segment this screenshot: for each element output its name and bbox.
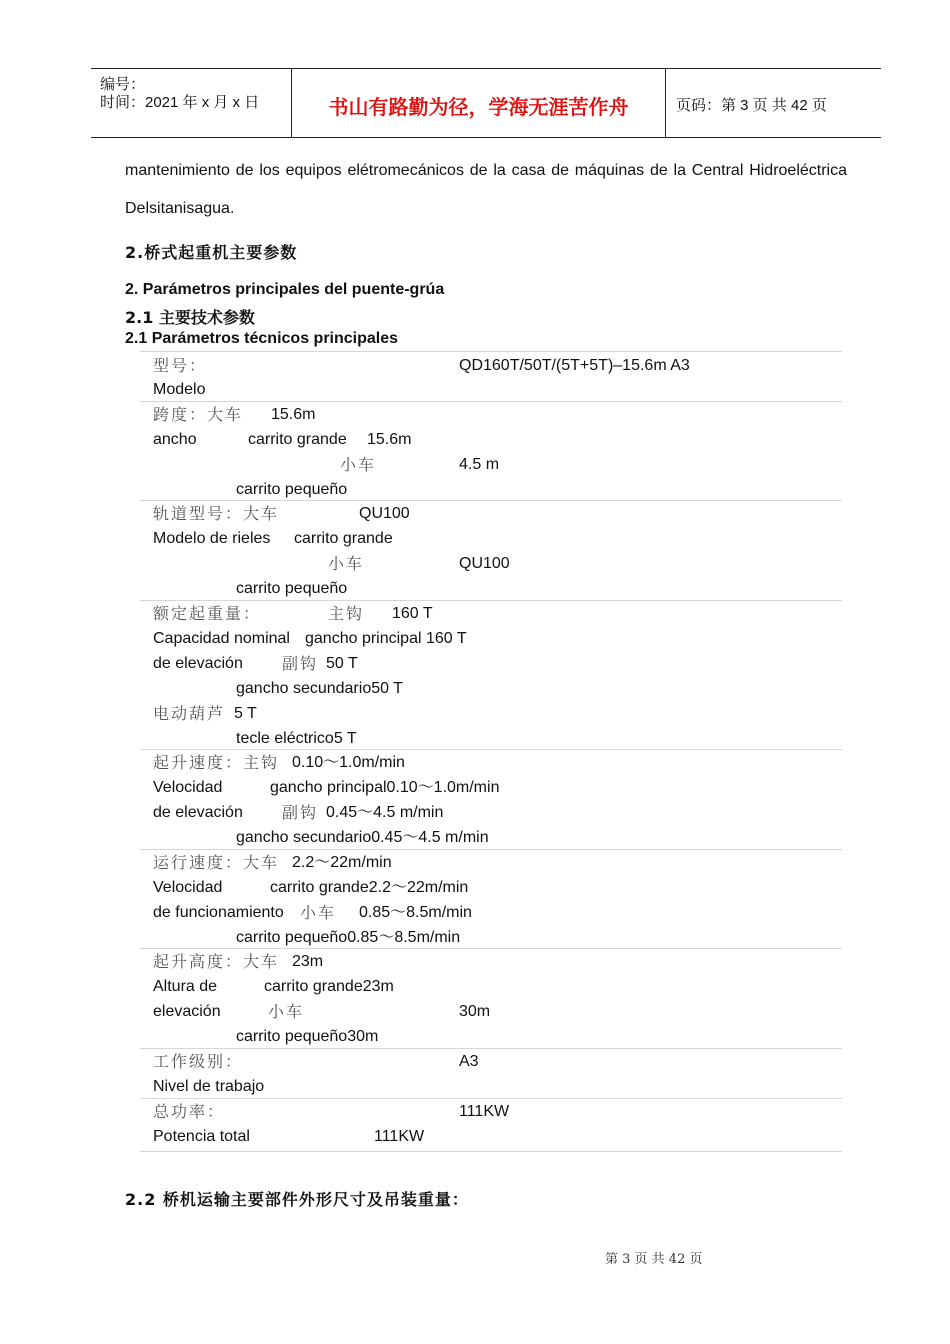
span-es-value: 15.6m	[367, 431, 412, 448]
capacity-es-main: gancho principal 160 T	[305, 630, 467, 647]
param-row-rail	[140, 500, 842, 601]
lift-speed-es-label-2: de elevación	[153, 804, 243, 821]
lift-height-cn-label: 起升高度：大车	[153, 952, 280, 971]
span-value-small: 4.5 m	[459, 456, 500, 473]
span-es-big: carrito grande	[248, 431, 347, 448]
power-es-label: Potencia total	[153, 1128, 250, 1145]
header-number-label: 编号：	[100, 76, 146, 93]
capacity-value-hoist: 5 T	[234, 705, 257, 722]
lift-speed-cn-label: 起升速度：主钩	[153, 753, 280, 772]
header-page-cell	[666, 69, 881, 137]
travel-speed-es-big: carrito grande2.2～22m/min	[270, 879, 469, 896]
power-value: 111KW	[459, 1103, 510, 1120]
page-header	[91, 68, 881, 138]
power-cn-label: 总功率：	[153, 1102, 226, 1121]
param-row-lift-speed	[140, 749, 842, 850]
span-es-label: ancho	[153, 431, 197, 448]
rail-es-small: carrito pequeño	[236, 580, 348, 597]
lift-height-cn-small: 小车	[268, 1002, 305, 1021]
page-footer: 第 3 页 共 42 页	[605, 1252, 703, 1267]
parameter-table	[140, 351, 842, 1151]
lift-speed-value-main: 0.10～1.0m/min	[292, 754, 405, 771]
span-value-big: 15.6m	[271, 406, 316, 423]
travel-speed-es-label-2: de funcionamiento	[153, 904, 284, 921]
travel-speed-es-label-1: Velocidad	[153, 879, 223, 896]
intro-line-2: Delsitanisagua.	[125, 200, 235, 217]
param-row-lift-height	[140, 948, 842, 1049]
travel-speed-cn-small: 小车	[300, 903, 337, 922]
heading-2-1-cn: 2.1 主要技术参数	[125, 308, 255, 327]
rail-cn-small: 小车	[328, 554, 365, 573]
header-motto: 书山有路勤为径，学海无涯苦作舟	[328, 95, 629, 119]
capacity-es-label-1: Capacidad nominal	[153, 630, 290, 647]
param-row-model	[140, 351, 842, 402]
rail-cn-label: 轨道型号：大车	[153, 504, 280, 523]
travel-speed-es-small: carrito pequeño0.85～8.5m/min	[236, 929, 461, 946]
capacity-es-aux: gancho secundario50 T	[236, 680, 403, 697]
model-value: QD160T/50T/(5T+5T)–15.6m A3	[459, 357, 690, 374]
travel-speed-cn-label: 运行速度：大车	[153, 853, 280, 872]
lift-height-es-big: carrito grande23m	[264, 978, 394, 995]
capacity-es-label-2: de elevación	[153, 655, 243, 672]
span-es-small: carrito pequeño	[236, 481, 348, 498]
travel-speed-value-big: 2.2～22m/min	[292, 854, 392, 871]
capacity-es-hoist: tecle eléctrico5 T	[236, 730, 357, 747]
heading-2-1-es: 2.1 Parámetros técnicos principales	[125, 330, 399, 347]
rail-value-big: QU100	[359, 505, 410, 522]
intro-line-1: mantenimiento de los equipos elétromecánicos de la casa de máquinas de la Central Hidroeléctrica	[125, 162, 847, 179]
travel-speed-value-small: 0.85～8.5m/min	[359, 904, 472, 921]
work-class-es-label: Nivel de trabajo	[153, 1078, 265, 1095]
capacity-value-main: 160 T	[392, 605, 433, 622]
param-row-span	[140, 401, 842, 501]
lift-height-es-label-2: elevación	[153, 1003, 221, 1020]
model-es-label: Modelo	[153, 381, 206, 398]
lift-speed-value-aux: 0.45～4.5 m/min	[326, 804, 444, 821]
param-row-capacity	[140, 600, 842, 750]
header-page-label: 页码：第 3 页 共 42 页	[676, 97, 827, 114]
param-row-work-class	[140, 1048, 842, 1099]
power-es-value: 111KW	[374, 1128, 425, 1145]
work-class-cn-label: 工作级别：	[153, 1052, 244, 1071]
span-cn-label: 跨度：大车	[153, 405, 244, 424]
capacity-value-aux: 50 T	[326, 655, 358, 672]
rail-value-small: QU100	[459, 555, 510, 572]
model-cn-label: 型号：	[153, 356, 208, 375]
param-row-travel-speed	[140, 849, 842, 949]
heading-2-2-cn: 2.2 桥机运输主要部件外形尺寸及吊装重量：	[125, 1190, 469, 1209]
heading-2-cn: 2.桥式起重机主要参数	[125, 243, 298, 262]
lift-speed-es-aux: gancho secundario0.45～4.5 m/min	[236, 829, 489, 846]
lift-height-es-small: carrito pequeño30m	[236, 1028, 379, 1045]
lift-height-es-label-1: Altura de	[153, 978, 218, 995]
lift-speed-es-label-1: Velocidad	[153, 779, 223, 796]
work-class-value: A3	[459, 1053, 479, 1070]
lift-height-value-small: 30m	[459, 1003, 491, 1020]
header-time-label: 时间：2021 年 x 月 x 日	[100, 94, 260, 111]
span-cn-small: 小车	[340, 455, 377, 474]
lift-speed-es-main: gancho principal0.10～1.0m/min	[270, 779, 500, 796]
header-motto-cell	[292, 69, 666, 137]
rail-es-label: Modelo de rieles	[153, 530, 271, 547]
header-meta-cell	[91, 69, 292, 137]
rail-es-big: carrito grande	[294, 530, 393, 547]
lift-speed-cn-aux: 副钩	[282, 803, 319, 822]
param-row-power	[140, 1098, 842, 1152]
capacity-cn-main: 主钩	[328, 604, 365, 623]
lift-height-value-big: 23m	[292, 953, 324, 970]
heading-2-es: 2. Parámetros principales del puente-grúa	[125, 281, 445, 298]
capacity-cn-hoist: 电动葫芦	[153, 704, 226, 723]
capacity-cn-aux: 副钩	[282, 654, 319, 673]
capacity-cn-label: 额定起重量：	[153, 604, 262, 623]
